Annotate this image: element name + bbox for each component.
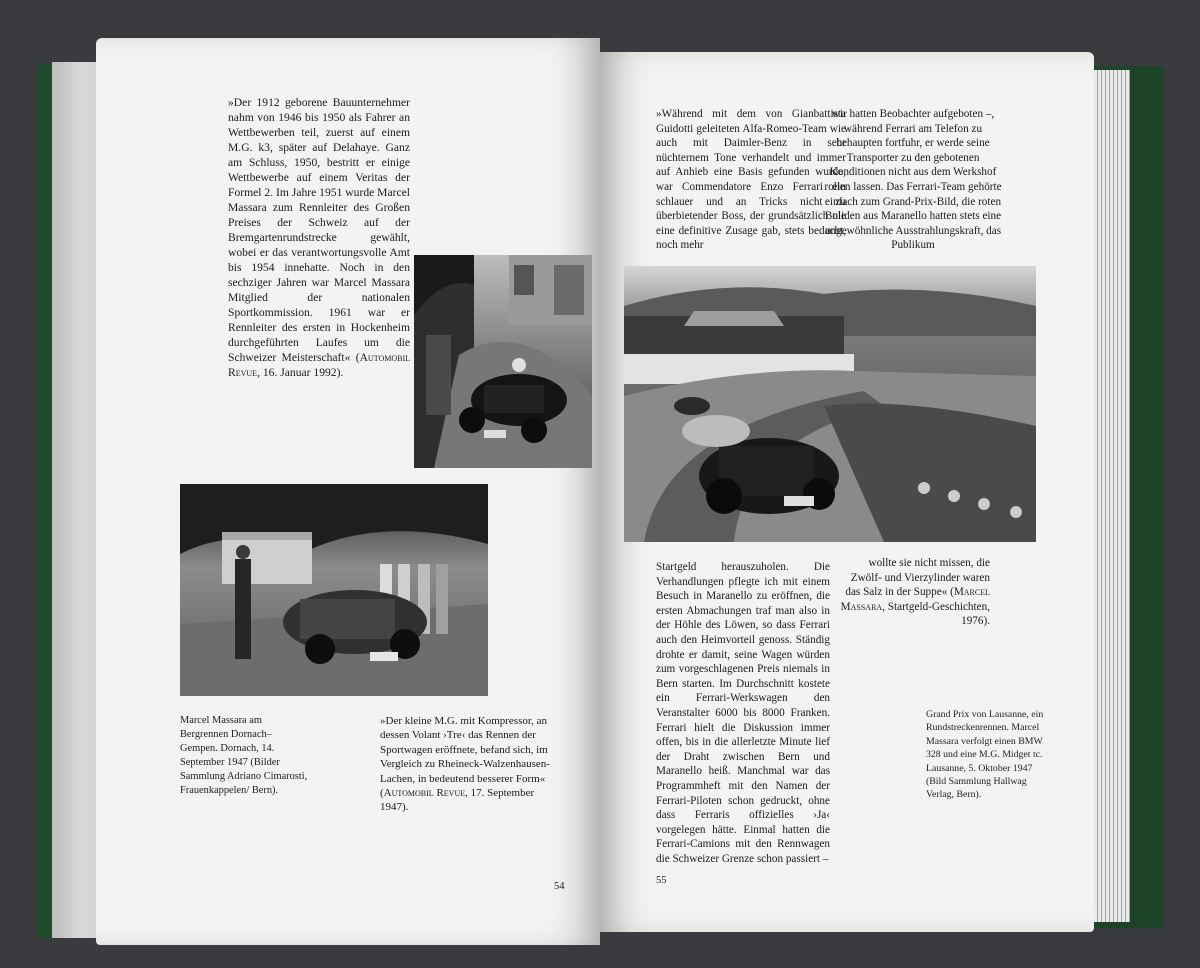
photo-mg-hillclimb-corner: [414, 255, 592, 468]
quote1-date: 16. Januar 1992).: [262, 366, 344, 379]
right-col1-bottom: Startgeld herauszuholen. Die Verhandlungen pflegte ich mit einem Besuch in Maranello zu eröffnen, die ersten Abmachungen traf man also in der Höhle des Löwen, so dass Ferrari auch den Heimvorteil genoss. Ständig drohte er damit, seine Wagen würden zum vorgeschlagenen Preis niemals in Bern starten. Im Durchschnitt kostete ein Ferrari-Werkswagen den Veranstalter 6000 bis 8000 Franken. Ferrari hielt die Diskussion immer offen, bis in die allerletzte Minute lief der Draht zwischen Bern und Maranello heiß. Manchmal war das Programmheft mit den Namen der Ferrari-Piloten schon gedruckt, ohne dass Ferraris offizielles ›Ja‹ vorgelegen hätte. Einmal hatten die Ferrari-Camions mit den Rennwagen die Schweizer Grenze schon passiert –: [656, 561, 830, 865]
col2-source: Marcel Massara: [840, 586, 990, 613]
right-col1-top: »Während mit dem von Gianbattista Guidotti geleiteten Alfa-Romeo-Team wie auch mit Daimler-Benz in sehr nüchternem Tone verhandelt und immer auf Anhieb eine Basis gefunden wurde, war Commendatore Enzo Ferrari ein schlauer und an Tricks nicht zu überbietender Boss, der grundsätzlich nie eine definitive Zusage gab, stets bedacht, noch mehr: [656, 108, 846, 252]
quote-mg-kompressor: »Der kleine M.G. mit Kompressor, an dessen Volant ›Tre‹ das Rennen der Sportwagen eröffnete, befand sich, im Vergleich zu Rheineck-Walzenhausen-Lachen, in bedeutend besserer Form« (Automobil Revue, 17. September 1947).: [380, 715, 550, 814]
quote2-date: 17. September 1947).: [380, 787, 535, 814]
col2-source-title: Startgeld-Geschichten, 1976).: [887, 600, 990, 628]
right-col2-top: wir hatten Beobachter aufgeboten –, während Ferrari am Telefon zu behaupten fortfuhr, er werde seine Transporter zu den gebotenen Konditionen nicht aus dem Werkshof rollen lassen. Das Ferrari-Team gehörte einfach zum Grand-Prix-Bild, die roten Boliden aus Maranello hatten stets eine ungewöhnliche Ausstrahlungskraft, das Publikum: [824, 108, 1002, 252]
quote2-source: Automobil Revue: [383, 787, 466, 800]
left-page: [96, 38, 600, 945]
photo-lausanne-grand-prix: [624, 266, 1036, 542]
left-caption: Marcel Massara am Bergrennen Dornach–Gempen. Dornach, 14. September 1947 (Bilder Sammlung Adriano Cimarosti, Frauenkappelen/ Bern).: [180, 715, 308, 796]
right-page: [600, 52, 1094, 932]
page-number-right: 55: [656, 875, 667, 886]
quote-builder-bio: »Der 1912 geborene Bauunternehmer nahm von 1946 bis 1950 als Fahrer an Wettbewerben teil, zuerst auf einem M.G. k3, später auf Delahaye. Ganz am Schluss, 1950, bestritt er einige Wettbewerbe auf einem Veritas der Formel 2. Im Jahre 1951 wurde Marcel Massara zum Rennleiter des Großen Preises der Schweiz auf der Bremgartenrundstrecke gewählt, wobei er das verantwortungsvolle Amt bis 1954 innehatte. Noch in den sechziger Jahren war Marcel Massara Mitglied der nationalen Sportkommission. 1961 war er Rennleiter des ersten in Hockenheim durchgeführten Laufes um die Schweizer Meisterschaft« (Automobil Revue, 16. Januar 1992).: [228, 96, 411, 379]
photo-massara-paddock: [180, 484, 488, 696]
quote1-source: Automobil Revue: [228, 351, 411, 379]
right-col2-bottom: wollte sie nicht missen, die Zwölf- und Vierzylinder waren das Salz in der Suppe« (Marcel Massara, Startgeld-Geschichten, 1976).: [840, 557, 990, 628]
right-caption: Grand Prix von Lausanne, ein Rundstreckenrennen. Marcel Massara verfolgt einen BMW 328 und eine M.G. Midget tc. Lausanne, 5. Oktober 1947 (Bild Sammlung Hallwag Verlag, Bern).: [926, 709, 1044, 801]
page-number-left: 54: [554, 881, 565, 892]
